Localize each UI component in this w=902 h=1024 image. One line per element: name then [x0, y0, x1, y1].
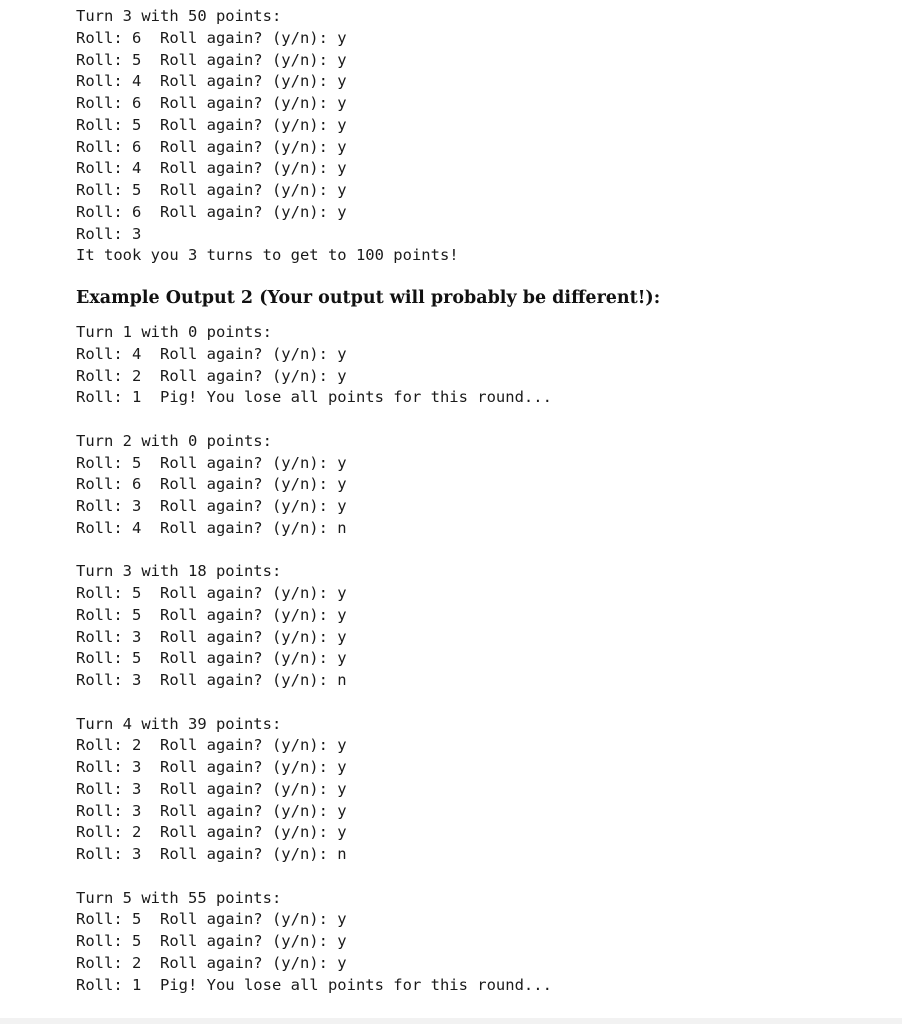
- output-line: Roll: 3 Roll again? (y/n): n: [76, 671, 347, 689]
- output-line: Roll: 3 Roll again? (y/n): y: [76, 779, 347, 798]
- output-line: Roll: 4 Roll again? (y/n): y: [76, 159, 347, 178]
- output-block-2: [76, 322, 876, 996]
- output-line: Roll: 4 Roll again? (y/n): y: [76, 344, 347, 363]
- blank-line: [76, 866, 876, 888]
- output-line: Roll: 5 Roll again? (y/n): y: [76, 584, 347, 602]
- blank-line: [76, 692, 876, 714]
- output-line: Roll: 2 Roll again? (y/n): y: [76, 823, 347, 842]
- output-line: Roll: 5 Roll again? (y/n): y: [76, 50, 347, 69]
- output-line: Roll: 6 Roll again? (y/n): y: [76, 28, 347, 47]
- output-line: Roll: 5 Roll again? (y/n): y: [76, 649, 347, 668]
- turn-header-line: Turn 2 with 0 points:: [76, 431, 272, 450]
- turn-header-line: Turn 4 with 39 points:: [76, 714, 282, 733]
- turn-header-line: Turn 3 with 18 points:: [76, 562, 282, 581]
- turn-header-line: Turn 1 with 0 points:: [76, 323, 272, 341]
- output-line: Roll: 6 Roll again? (y/n): y: [76, 137, 347, 156]
- output-line: Roll: 5 Roll again? (y/n): y: [76, 932, 347, 950]
- output-line: Roll: 3 Roll again? (y/n): y: [76, 758, 347, 776]
- output-line: Roll: 3 Roll again? (y/n): y: [76, 627, 347, 646]
- output-line: Roll: 5 Roll again? (y/n): y: [76, 910, 347, 929]
- output-line: Roll: 2 Roll again? (y/n): y: [76, 953, 347, 972]
- output-line: Roll: 3: [76, 224, 142, 243]
- output-line: Roll: 6 Roll again? (y/n): y: [76, 475, 347, 494]
- blank-line: [76, 540, 876, 562]
- output-line: Roll: 1 Pig! You lose all points for this round...: [76, 388, 552, 407]
- output-line: Roll: 5 Roll again? (y/n): y: [76, 453, 347, 472]
- output-line: Roll: 5 Roll again? (y/n): y: [76, 115, 347, 134]
- output-line: Roll: 3 Roll again? (y/n): n: [76, 845, 347, 863]
- example-output-2-heading: Example Output 2 (Your output will probably be different!):: [76, 288, 661, 308]
- output-line: Roll: 6 Roll again? (y/n): y: [76, 202, 347, 221]
- output-line: Roll: 2 Roll again? (y/n): y: [76, 366, 347, 385]
- output-line: Roll: 6 Roll again? (y/n): y: [76, 94, 347, 112]
- output-line: Roll: 4 Roll again? (y/n): y: [76, 72, 347, 91]
- output-line: Roll: 2 Roll again? (y/n): y: [76, 736, 347, 755]
- output-line: Roll: 4 Roll again? (y/n): n: [76, 518, 347, 537]
- output-line: Roll: 5 Roll again? (y/n): y: [76, 605, 347, 624]
- output-line: Roll: 1 Pig! You lose all points for this round...: [76, 975, 552, 994]
- output-line: It took you 3 turns to get to 100 points!: [76, 246, 459, 265]
- page-bottom-edge: [0, 1018, 902, 1024]
- blank-line: [76, 409, 876, 431]
- document-page: [76, 6, 876, 996]
- output-block-1: [76, 6, 876, 267]
- output-line: Turn 3 with 50 points:: [76, 7, 282, 25]
- turn-header-line: Turn 5 with 55 points:: [76, 888, 282, 907]
- output-line: Roll: 3 Roll again? (y/n): y: [76, 801, 347, 820]
- output-line: Roll: 5 Roll again? (y/n): y: [76, 181, 347, 199]
- output-line: Roll: 3 Roll again? (y/n): y: [76, 497, 347, 515]
